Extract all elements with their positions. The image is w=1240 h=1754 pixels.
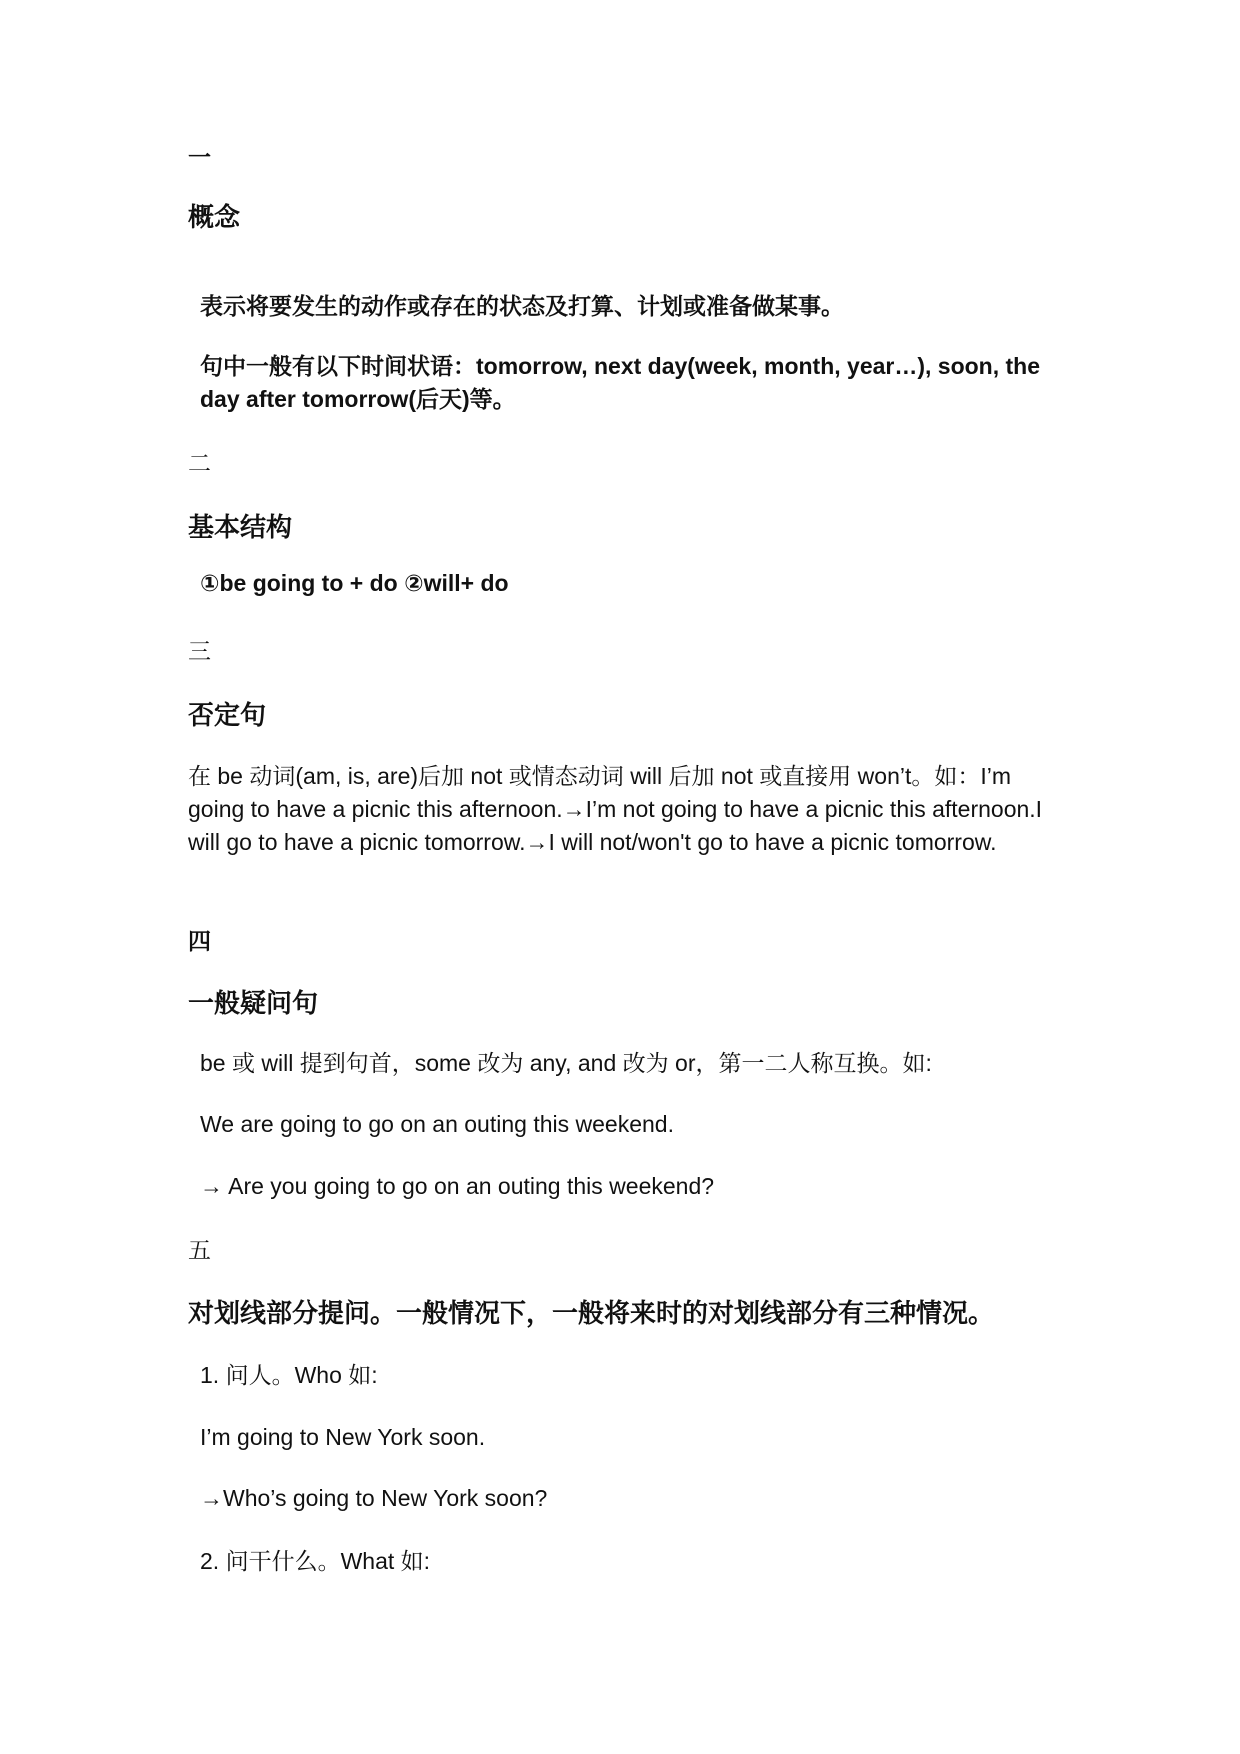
section-heading-concept: 概念 [188, 202, 241, 232]
section-number-4: 四 [188, 928, 211, 954]
section-number-5: 五 [188, 1237, 211, 1263]
concept-definition: 表示将要发生的动作或存在的状态及打算、计划或准备做某事。 [200, 293, 844, 319]
wh-what-rule: 2. 问干什么。What 如: [200, 1548, 431, 1574]
concept-time-adverbials: 句中一般有以下时间状语：tomorrow, next day(week, month, year…), soon, the day after tomorrow(后天)等。 [200, 353, 1041, 412]
wh-who-example: I’m going to New York soon. [200, 1424, 486, 1450]
negative-explanation: 在 be 动词(am, is, are)后加 not 或情态动词 will 后加 not 或直接用 won’t。如：I’m going to have a picnic this afternoon.→I’m not going to have a picnic this afternoon.I will go to have a picnic tomorrow.→I will not/won't go to have a picnic tomorrow. [188, 763, 1043, 855]
section-heading-yes-no-question: 一般疑问句 [188, 988, 319, 1018]
wh-who-rule: 1. 问人。Who 如: [200, 1362, 378, 1388]
structure-formula: ①be going to + do ②will+ do [200, 570, 509, 596]
section-heading-wh-question: 对划线部分提问。一般情况下，一般将来时的对划线部分有三种情况。 [188, 1298, 995, 1328]
section-number-2: 二 [188, 450, 211, 476]
question-rule: be 或 will 提到句首，some 改为 any, and 改为 or，第一二人称互换。如: [200, 1050, 932, 1076]
question-example: We are going to go on an outing this weekend. [200, 1111, 674, 1137]
wh-who-example-answer: →Who’s going to New York soon? [200, 1485, 548, 1511]
section-number-1: 一 [188, 144, 211, 170]
section-heading-negative: 否定句 [188, 700, 267, 730]
section-heading-structure: 基本结构 [188, 512, 293, 542]
section-number-3: 三 [188, 638, 211, 664]
question-example-answer: → Are you going to go on an outing this weekend? [200, 1173, 715, 1199]
